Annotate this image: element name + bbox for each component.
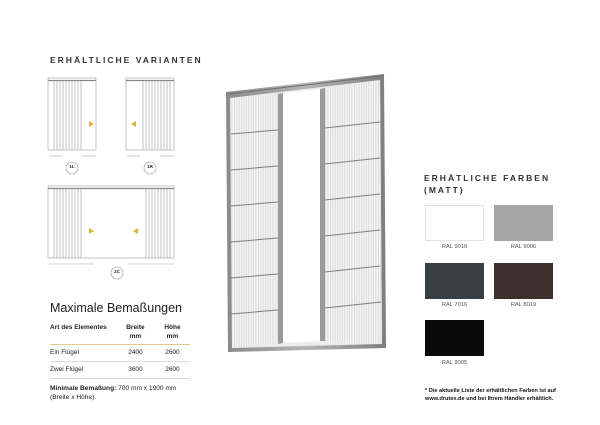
swatch-label: RAL 7016 xyxy=(441,302,468,308)
badge-1r: 1R xyxy=(147,164,153,169)
swatch-label: RAL 8019 xyxy=(510,302,537,308)
col-width-header: Breite mm xyxy=(126,324,145,340)
max-dimensions-title: Maximale Bemaßungen xyxy=(50,301,183,315)
swatch-label: RAL 9006 xyxy=(510,244,537,250)
col-height-header: Höhe mm xyxy=(164,324,181,340)
variant-2c-diagram xyxy=(48,186,174,279)
swatch-ral-9006[interactable] xyxy=(494,205,553,241)
sliding-door-image xyxy=(222,72,392,354)
table-row: Ein Flügel 2400 2600 xyxy=(50,345,190,362)
table-row: Zwei Flügel 3600 2600 xyxy=(50,362,190,379)
dimensions-table xyxy=(50,322,190,379)
colors-title: ERHÄTLICHE FARBEN (MATT) xyxy=(424,173,551,195)
variant-1l-diagram xyxy=(48,78,96,174)
swatch-ral-8019[interactable] xyxy=(494,263,553,299)
swatch-label: RAL 9005 xyxy=(441,360,468,366)
badge-1l: 1L xyxy=(69,164,75,169)
table-header-row xyxy=(50,322,190,345)
variant-1r-diagram xyxy=(126,78,174,174)
variants-diagram xyxy=(44,72,189,292)
badge-2c: 2C xyxy=(114,269,120,274)
variants-title: ERHÄLTLICHE VARIANTEN xyxy=(50,55,203,65)
swatch-ral-9005[interactable] xyxy=(425,320,484,356)
min-dimensions-text: Minimale Bemaßung: 700 mm x 1900 mm (Breite x Höhe). xyxy=(50,385,177,401)
col-element-header: Art des Elementes xyxy=(50,324,107,331)
swatch-ral-9016[interactable] xyxy=(425,205,484,241)
swatch-ral-7016[interactable] xyxy=(425,263,484,299)
swatch-label: RAL 9016 xyxy=(441,244,468,250)
colors-note: * Die aktuelle Liste der erhältlichen Farben ist auf www.drutex.de und bei Ihrem Händler erhältlich. xyxy=(425,388,556,402)
